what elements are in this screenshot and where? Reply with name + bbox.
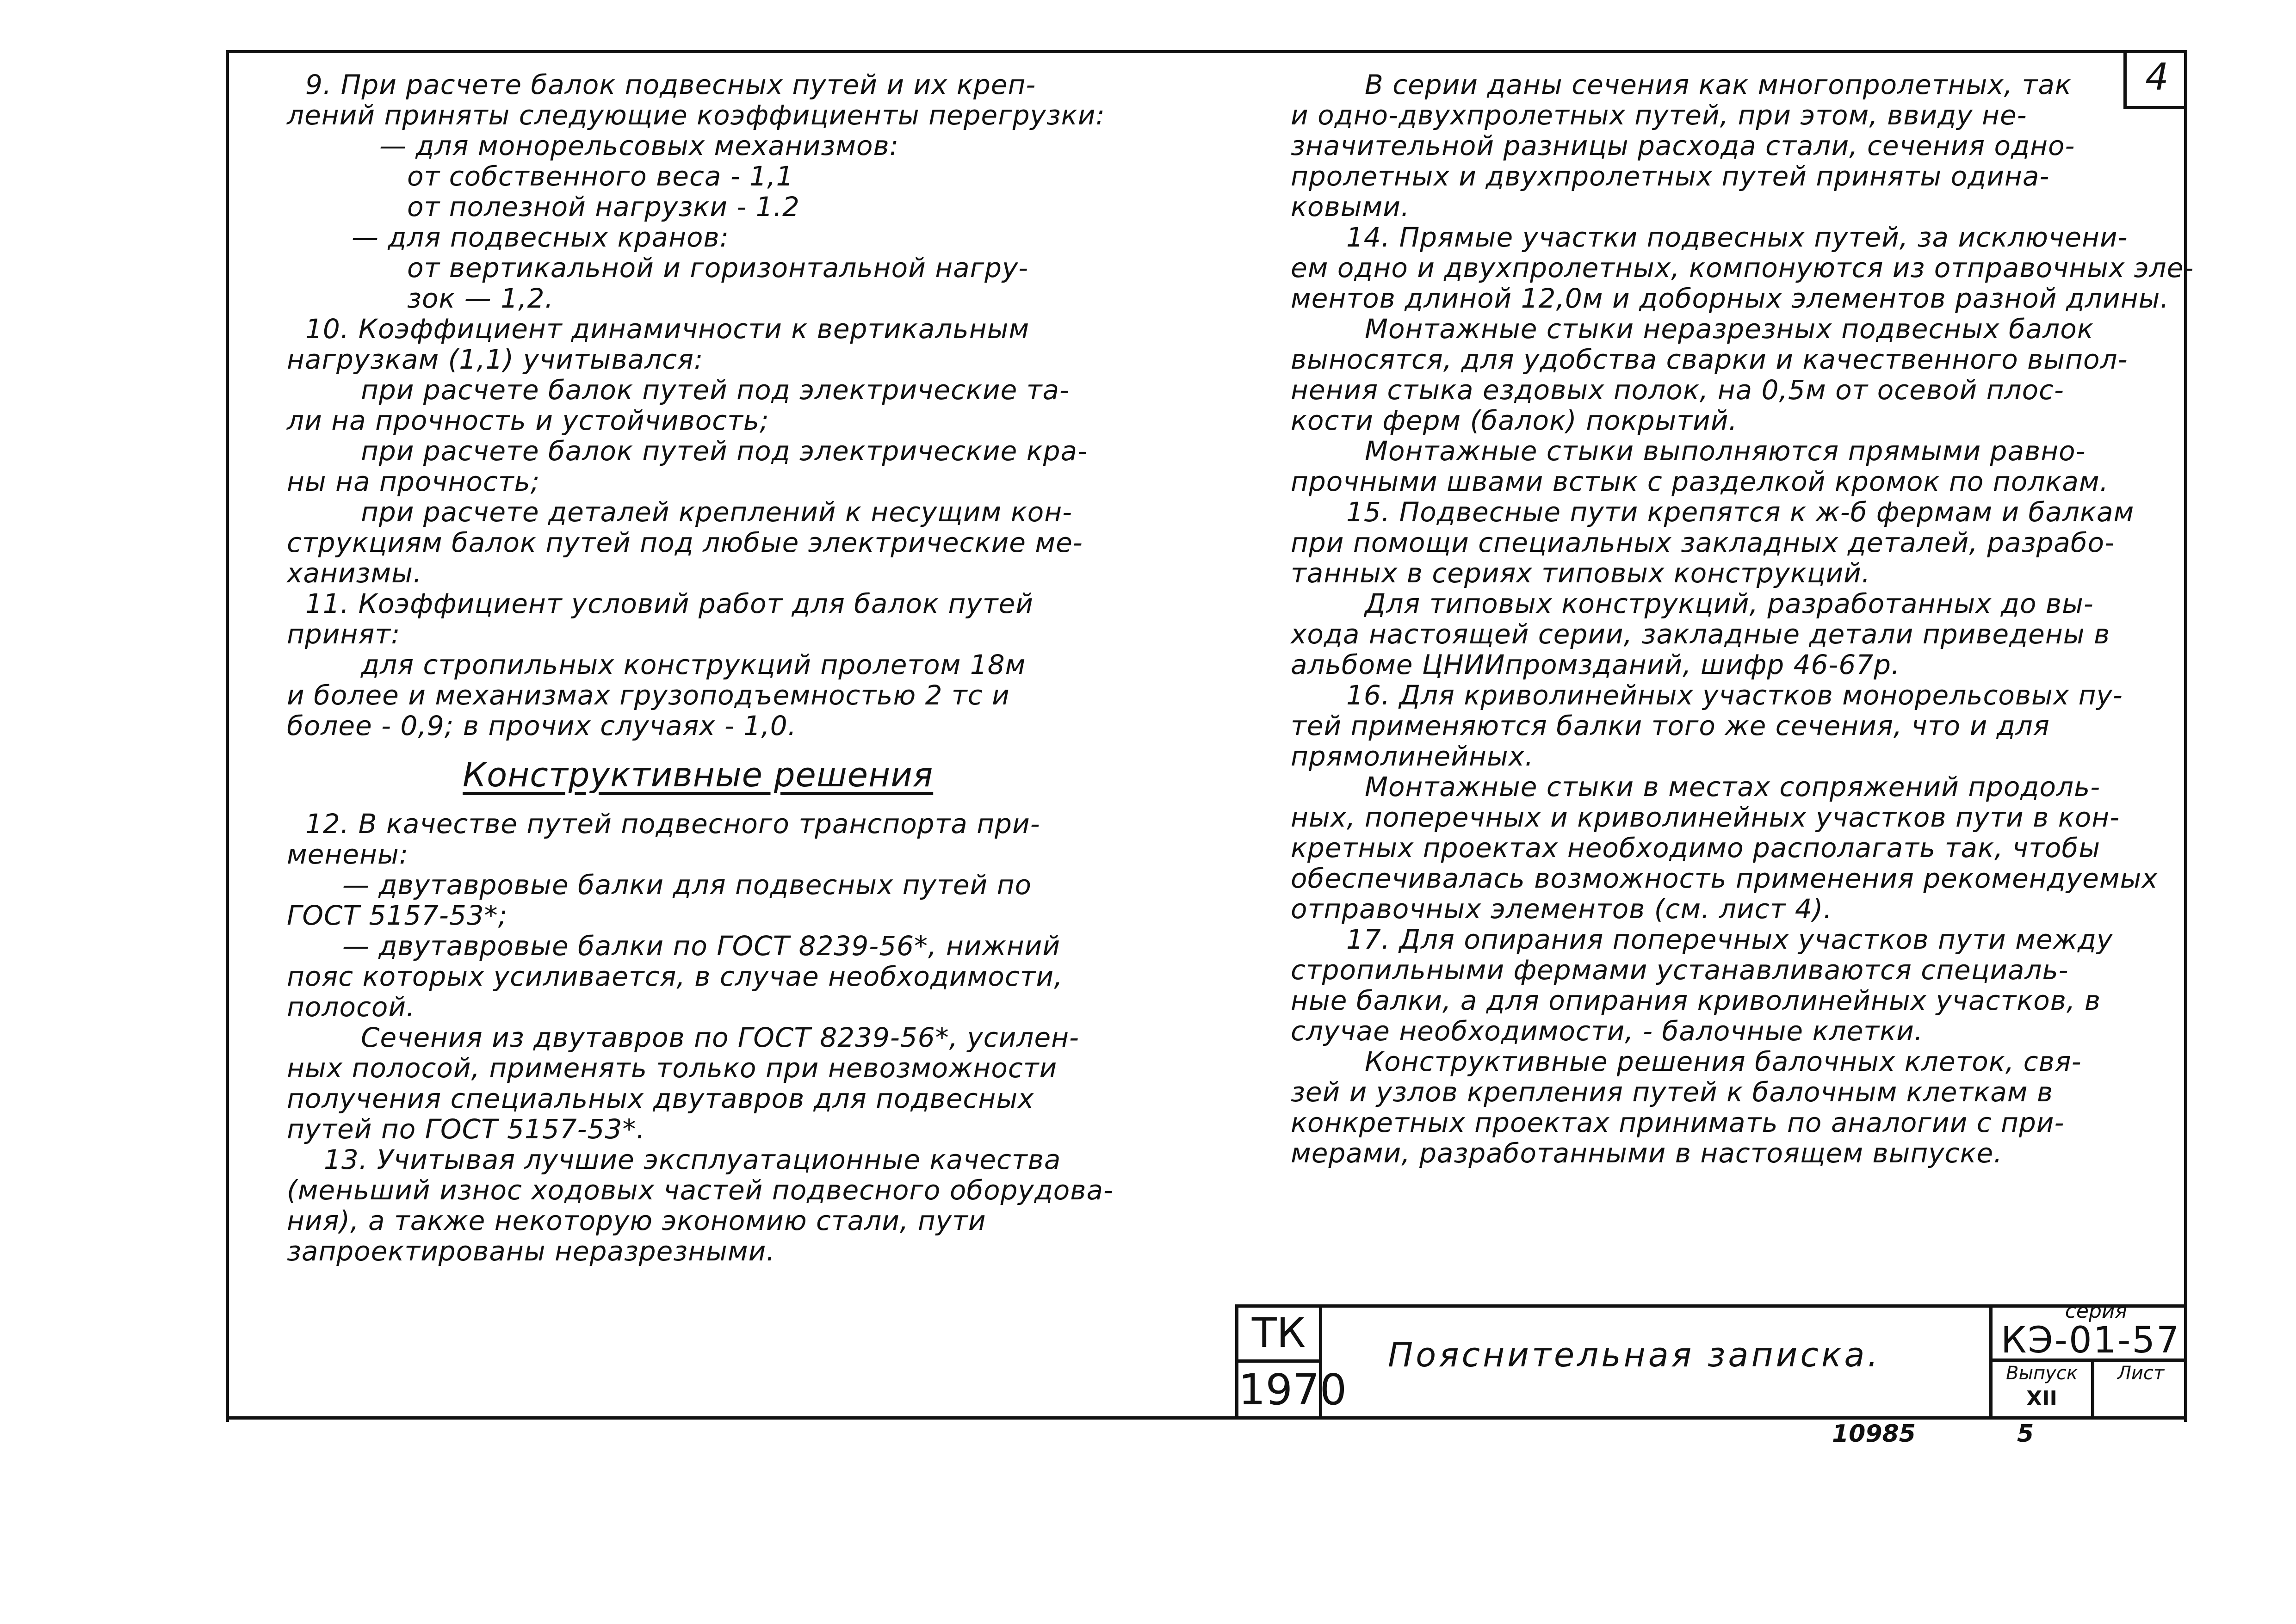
series-cell: [1989, 1299, 2187, 1420]
text-line: ГОСТ 5157-53*;: [287, 900, 508, 931]
text-line: 13. Учитывая лучшие эксплуатационные качества: [324, 1144, 1061, 1175]
text-line: прямолинейных.: [1291, 741, 1534, 772]
text-line: 9. При расчете балок подвесных путей и их креп-: [305, 69, 1036, 100]
text-line: от полезной нагрузки - 1.2: [407, 191, 800, 222]
issue-cell: [1993, 1362, 2094, 1420]
text-line: ем одно и двухпролетных, компонуются из отправочных эле-: [1291, 252, 2194, 284]
archive-number: 10985: [1832, 1420, 1916, 1448]
series-code: КЭ-01-57: [2001, 1320, 2181, 1361]
text-line: при помощи специальных закладных деталей, разрабо-: [1291, 527, 2115, 558]
text-line: струкциям балок путей под любые электрические ме-: [287, 527, 1083, 558]
text-line: ковыми.: [1291, 191, 1410, 222]
text-line: тей применяются балки того же сечения, что и для: [1291, 710, 2050, 741]
text-line: ментов длиной 12,0м и доборных элементов разной длины.: [1291, 283, 2169, 314]
text-line: отправочных элементов (см. лист 4).: [1291, 893, 1832, 925]
document-title: Пояснительная записка.: [1388, 1335, 1881, 1374]
text-line: при расчете балок путей под электрические та-: [361, 374, 1070, 406]
text-line: Монтажные стыки неразрезных подвесных балок: [1365, 313, 2094, 345]
text-line: при расчете балок путей под электрические кра-: [361, 435, 1088, 467]
text-line: 11. Коэффициент условий работ для балок путей: [305, 588, 1034, 619]
text-line: выносятся, для удобства сварки и качественного выпол-: [1291, 344, 2128, 375]
text-line: — для монорельсовых механизмов:: [379, 130, 899, 161]
title-block: [1235, 1299, 2187, 1420]
text-line: кости ферм (балок) покрытий.: [1291, 405, 1738, 436]
text-line: Монтажные стыки выполняются прямыми равно-: [1365, 435, 2086, 467]
text-line: зей и узлов крепления путей к балочным клеткам в: [1291, 1076, 2054, 1108]
text-line: пояс которых усиливается, в случае необходимости,: [287, 961, 1063, 992]
text-line: от вертикальной и горизонтальной нагру-: [407, 252, 1029, 284]
issue-header: Выпуск: [2006, 1363, 2078, 1384]
text-line: значительной разницы расхода стали, сечения одно-: [1291, 130, 2075, 161]
text-line: — для подвесных кранов:: [352, 222, 730, 253]
text-line: танных в сериях типовых конструкций.: [1291, 557, 1871, 589]
org-code: ТК: [1238, 1308, 1319, 1363]
text-line: кретных проектах необходимо располагать так, чтобы: [1291, 832, 2100, 864]
left-text-column: [287, 69, 1166, 1266]
text-line: менены:: [287, 839, 409, 870]
text-line: стропильными фермами устанавливаются специаль-: [1291, 954, 2069, 986]
series-caption: серия: [2065, 1299, 2127, 1323]
text-line: Для типовых конструкций, разработанных до вы-: [1365, 588, 2094, 619]
text-line: — двутавровые балки по ГОСТ 8239-56*, нижний: [342, 930, 1061, 962]
text-line: прочными швами встык с разделкой кромок по полкам.: [1291, 466, 2109, 497]
text-line: Конструктивные решения балочных клеток, свя-: [1365, 1046, 2082, 1077]
text-line: 16. Для криволинейных участков монорельсовых пу-: [1346, 679, 2123, 711]
text-line: Монтажные стыки в местах сопряжений продоль-: [1365, 771, 2101, 803]
title-block-org: [1235, 1308, 1347, 1420]
text-line: путей по ГОСТ 5157-53*.: [287, 1113, 645, 1145]
text-line: случае необходимости, - балочные клетки.: [1291, 1015, 1924, 1047]
text-line: ли на прочность и устойчивость;: [287, 405, 769, 436]
issue-sheet-grid: [1993, 1358, 2187, 1420]
text-line: — двутавровые балки для подвесных путей по: [342, 869, 1032, 901]
text-line: 17. Для опирания поперечных участков пути между: [1346, 924, 2113, 955]
text-line: и одно-двухпролетных путей, при этом, ввиду не-: [1291, 99, 2027, 131]
text-line: конкретных проектах принимать по аналогии с при-: [1291, 1107, 2065, 1138]
page-number: 4: [2145, 56, 2169, 99]
text-line: альбоме ЦНИИпромзданий, шифр 46-67р.: [1291, 649, 1900, 680]
text-line: при расчете деталей креплений к несущим кон-: [361, 496, 1073, 528]
text-line: нагрузкам (1,1) учитывался:: [287, 344, 704, 375]
sheet-cell: [2094, 1362, 2187, 1420]
text-line: ны на прочность;: [287, 466, 540, 497]
text-line: получения специальных двутавров для подвесных: [287, 1083, 1034, 1114]
text-line: лений приняты следующие коэффициенты перегрузки:: [287, 99, 1105, 131]
text-line: В серии даны сечения как многопролетных, так: [1365, 69, 2072, 100]
text-line: ных полосой, применять только при невозможности: [287, 1052, 1058, 1084]
text-line: полосой.: [287, 991, 415, 1023]
text-line: пролетных и двухпролетных путей приняты одина-: [1291, 161, 2050, 192]
text-line: зок — 1,2.: [407, 283, 554, 314]
page-counter: 5: [2017, 1420, 2034, 1448]
text-line: нения стыка ездовых полок, на 0,5м от осевой плос-: [1291, 374, 2064, 406]
text-line: ные балки, а для опирания криволинейных участков, в: [1291, 985, 2101, 1016]
text-line: мерами, разработанными в настоящем выпуске.: [1291, 1137, 2003, 1169]
text-line: 10. Коэффициент динамичности к вертикальным: [305, 313, 1030, 345]
text-line: и более и механизмах грузоподъемностью 2 тс и: [287, 679, 1010, 711]
text-line: ния), а также некоторую экономию стали, пути: [287, 1205, 986, 1236]
text-line: принят:: [287, 618, 401, 650]
sheet-header: Лист: [2117, 1363, 2165, 1384]
text-line: обеспечивалась возможность применения рекомендуемых: [1291, 863, 2158, 894]
text-line: Сечения из двутавров по ГОСТ 8239-56*, усилен-: [361, 1022, 1079, 1053]
org-year: 1970: [1238, 1365, 1347, 1414]
text-line: ных, поперечных и криволинейных участков пути в кон-: [1291, 802, 2120, 833]
issue-value: XII: [2026, 1387, 2057, 1410]
text-line: 14. Прямые участки подвесных путей, за исключени-: [1346, 222, 2128, 253]
right-text-column: [1291, 69, 2194, 1169]
text-line: (меньший износ ходовых частей подвесного оборудова-: [287, 1174, 1114, 1206]
text-line: для стропильных конструкций пролетом 18м: [361, 649, 1026, 680]
text-line: 12. В качестве путей подвесного транспорта при-: [305, 808, 1040, 840]
text-line: 15. Подвесные пути крепятся к ж-б фермам и балкам: [1346, 496, 2135, 528]
text-line: запроектированы неразрезными.: [287, 1235, 775, 1267]
text-line: хода настоящей серии, закладные детали приведены в: [1291, 618, 2110, 650]
text-line: ханизмы.: [287, 557, 422, 589]
section-heading: Конструктивные решения: [463, 755, 934, 794]
text-line: более - 0,9; в прочих случаях - 1,0.: [287, 710, 797, 741]
text-line: от собственного веса - 1,1: [407, 161, 794, 192]
